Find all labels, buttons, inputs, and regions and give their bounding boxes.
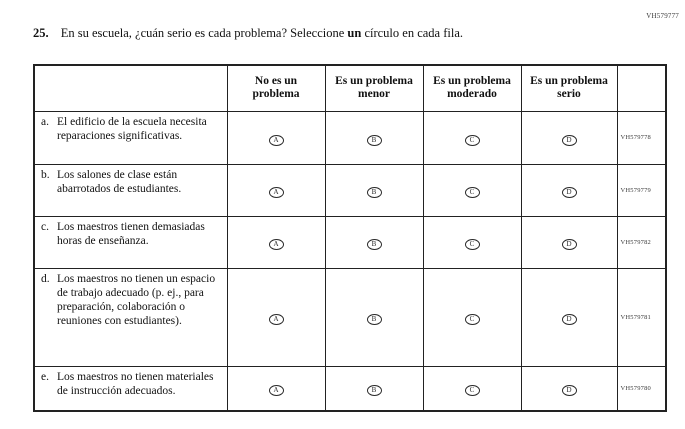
bubble-letter: D xyxy=(566,386,572,395)
answer-bubble-a[interactable] xyxy=(269,187,284,198)
question-part2: círculo en cada fila. xyxy=(364,26,464,40)
question-part1: En su escuela, ¿cuán serio es cada problema? Seleccione xyxy=(60,26,345,40)
row-code: VH579780 xyxy=(617,366,666,411)
bubble-letter: D xyxy=(566,315,572,323)
answer-bubble-c[interactable] xyxy=(465,385,480,396)
row-letter: c. xyxy=(41,220,49,233)
table-row-c xyxy=(34,216,666,268)
answer-bubble-b[interactable] xyxy=(367,187,382,198)
bubble-letter: A xyxy=(273,240,279,248)
row-letter: e. xyxy=(41,370,49,383)
row-statement: Los salones de clase están abarrotados de estudiantes. xyxy=(57,168,182,195)
column-header-problema-serio: Es un problema serio xyxy=(521,65,617,111)
bubble-letter: A xyxy=(273,135,279,144)
bubble-letter: C xyxy=(469,135,475,144)
bubble-letter: B xyxy=(371,240,377,248)
answer-bubble-d[interactable] xyxy=(562,135,577,146)
statement-cell xyxy=(34,111,227,164)
answer-bubble-c[interactable] xyxy=(465,239,480,250)
row-statement: Los maestros no tienen un espacio de trabajo adecuado (p. ej., para preparación, colaboración o reuniones con estudiantes). xyxy=(57,272,216,327)
table-row-e xyxy=(34,366,666,411)
table-row-a xyxy=(34,111,666,164)
answer-bubble-c[interactable] xyxy=(465,314,480,325)
answer-bubble-d[interactable] xyxy=(562,314,577,325)
answer-bubble-d[interactable] xyxy=(562,239,577,250)
bubble-letter: B xyxy=(371,386,377,395)
bubble-letter: C xyxy=(469,315,475,323)
question-text xyxy=(33,26,653,41)
row-statement: El edificio de la escuela necesita reparaciones significativas. xyxy=(57,115,207,142)
answer-bubble-b[interactable] xyxy=(367,385,382,396)
bubble-letter: D xyxy=(566,135,572,144)
row-letter: d. xyxy=(41,272,50,285)
answer-bubble-a[interactable] xyxy=(269,314,284,325)
answer-bubble-c[interactable] xyxy=(465,135,480,146)
row-statement: Los maestros no tienen materiales de instrucción adecuados. xyxy=(57,370,214,397)
answer-bubble-d[interactable] xyxy=(562,385,577,396)
problems-matrix-table xyxy=(33,64,667,412)
bubble-letter: D xyxy=(566,188,572,196)
answer-bubble-b[interactable] xyxy=(367,135,382,146)
answer-bubble-a[interactable] xyxy=(269,135,284,146)
bubble-letter: A xyxy=(273,386,279,395)
column-header-problema-moderado: Es un problema moderado xyxy=(423,65,521,111)
statement-cell xyxy=(34,268,227,366)
table-row-d xyxy=(34,268,666,366)
header-row xyxy=(34,65,666,111)
question-bold-word: un xyxy=(347,26,362,40)
bubble-letter: A xyxy=(273,315,279,323)
statement-cell xyxy=(34,164,227,216)
answer-bubble-b[interactable] xyxy=(367,314,382,325)
row-code: VH579779 xyxy=(617,164,666,216)
bubble-letter: B xyxy=(371,135,377,144)
row-statement: Los maestros tienen demasiadas horas de enseñanza. xyxy=(57,220,205,247)
question-number: 25. xyxy=(33,26,49,40)
code-column-header-empty xyxy=(617,65,666,111)
statement-cell xyxy=(34,366,227,411)
bubble-letter: B xyxy=(371,188,377,196)
answer-bubble-b[interactable] xyxy=(367,239,382,250)
column-header-problema-menor: Es un problema menor xyxy=(325,65,423,111)
answer-bubble-a[interactable] xyxy=(269,239,284,250)
row-letter: a. xyxy=(41,115,49,128)
column-header-no-problema: No es un problema xyxy=(227,65,325,111)
statement-cell xyxy=(34,216,227,268)
row-letter: b. xyxy=(41,168,50,181)
row-code: VH579778 xyxy=(617,111,666,164)
answer-bubble-c[interactable] xyxy=(465,187,480,198)
form-code: VH579777 xyxy=(646,12,679,20)
row-code: VH579781 xyxy=(617,268,666,366)
bubble-letter: C xyxy=(469,188,475,196)
table-row-b xyxy=(34,164,666,216)
bubble-letter: C xyxy=(469,386,475,395)
row-code: VH579782 xyxy=(617,216,666,268)
bubble-letter: C xyxy=(469,240,475,248)
bubble-letter: B xyxy=(371,315,377,323)
answer-bubble-a[interactable] xyxy=(269,385,284,396)
statement-column-header-empty xyxy=(34,65,227,111)
bubble-letter: D xyxy=(566,240,572,248)
bubble-letter: A xyxy=(273,188,279,196)
answer-bubble-d[interactable] xyxy=(562,187,577,198)
